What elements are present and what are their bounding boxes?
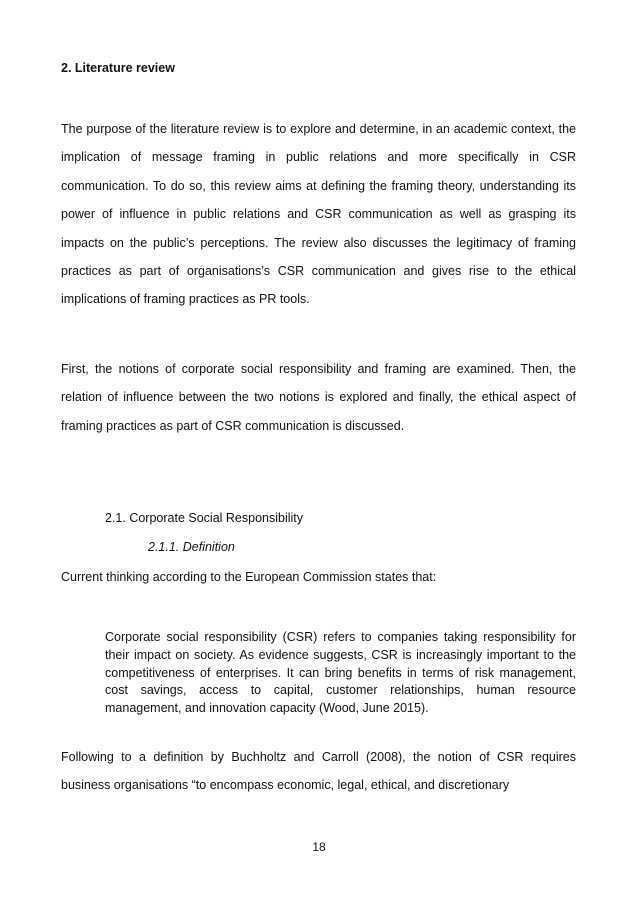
definition-paragraph: Following to a definition by Buchholtz and Carroll (2008), the notion of CSR requires business organisations “to encompass economic, legal, ethical, and discretionary [61, 750, 576, 793]
subsection-heading: 2.1. Corporate Social Responsibility [105, 511, 304, 525]
commission-intro-paragraph: Current thinking according to the European Commission states that: [61, 570, 437, 584]
intro-paragraph: The purpose of the literature review is to explore and determine, in an academic context, the implication of message framing in public relations and more specifically in CSR communication. To do so, this review aims at defining the framing theory, understanding its power of influence in public relations and CSR communication as well as grasping its impacts on the public’s perceptions. The review also discusses the legitimacy of framing practices as part of organisations’s CSR communication and gives rise to the ethical implications of framing practices as PR tools. [61, 122, 576, 307]
section-heading: 2. Literature review [61, 61, 175, 75]
subsubsection-heading: 2.1.1. Definition [148, 540, 235, 554]
overview-paragraph: First, the notions of corporate social responsibility and framing are examined. Then, the relation of influence between the two notions is explored and finally, the ethical aspect of framing practices as part of CSR communication is discussed. [61, 362, 576, 433]
page-number: 18 [312, 840, 326, 854]
block-quote: Corporate social responsibility (CSR) refers to companies taking responsibility for their impact on society. As evidence suggests, CSR is increasingly important to the competitiveness of enterprises. It can bring benefits in terms of risk management, cost savings, access to capital, customer relationships, human resource management, and innovation capacity (Wood, June 2015). [105, 630, 576, 716]
